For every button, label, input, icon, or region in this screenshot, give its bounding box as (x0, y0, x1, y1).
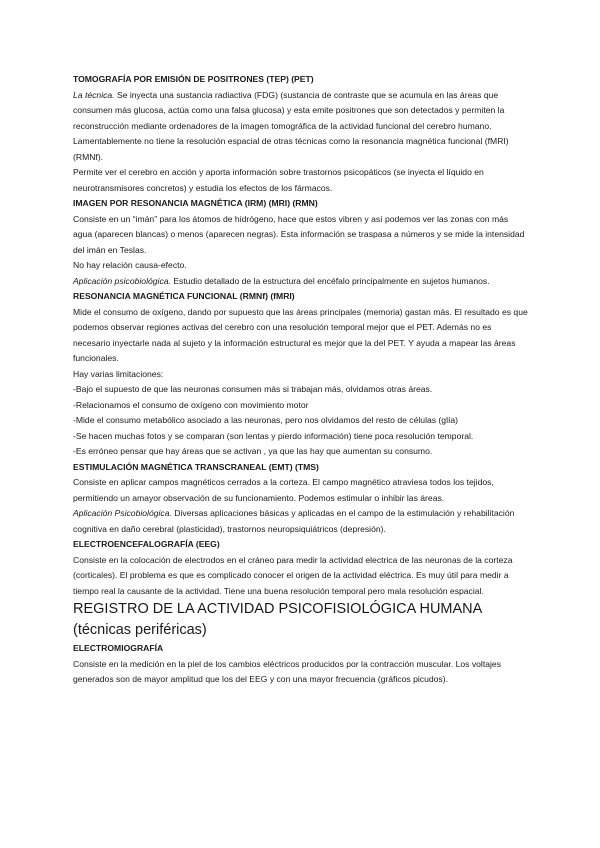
fmri-paragraph: Mide el consumo de oxígeno, dando por supuesto que las áreas principales (memoria) gastan más. El resultado es que podemos observar regiones activas del cerebro con una resolución temporal mejor que el PET. Además no es necesario inyectarle nada al sujeto y la información estructural es mejor que la del PET. Y ayuda a mapear las áreas funcionales. (73, 306, 528, 363)
mri-application (73, 274, 529, 290)
tms-heading: ESTIMULACIÓN MAGNÉTICA TRANSCRANEAL (EMT) (TMS) (73, 461, 319, 472)
pet-heading: TOMOGRAFÍA POR EMISIÓN DE POSITRONES (TEP) (PET) (73, 74, 314, 84)
tms-application-text: Diversas aplicaciones básicas y aplicadas en el campo de la estimulación y rehabilitación cognitiva en daño cerebral (plasticidad), trastornos neuropsiquiátricos (depresión). (73, 508, 515, 534)
fmri-limitation-5: -Es erróneo pensar que hay áreas que se activan , ya que las hay que aumentan su consumo. (73, 446, 433, 456)
mri-heading: IMAGEN POR RESONANCIA MAGNÉTICA (IRM) (MRI) (RMN) (73, 198, 318, 208)
mri-paragraph-2: No hay relación causa-efecto. (73, 260, 187, 270)
fmri-limitation-3: -Mide el consumo metabólico asociado a las neuronas, pero nos olvidamos del resto de células (glía) (73, 415, 459, 425)
emg-paragraph: Consiste en la medición en la piel de los cambios eléctricos producidos por la contracción muscular. Los voltajes generados son de mayor amplitud que los del EEG y con una mayor frecuencia (gráficos picudos). (73, 658, 501, 684)
section-title: REGISTRO DE LA ACTIVIDAD PSICOFISIOLÓGICA HUMANA (técnicas periféricas) (73, 601, 482, 638)
tms-application (73, 506, 529, 537)
fmri-limitation-1: -Bajo el supuesto de que las neuronas consumen más si trabajan más, olvidamos otras áreas. (73, 384, 433, 394)
tms-paragraph: Consiste en aplicar campos magnéticos cerrados a la corteza. El campo magnético atraviesa todos los tejidos, permitiendo un amayor observación de su funcionamiento. Podemos estimular o inhibir las áreas. (73, 477, 494, 503)
pet-technique-text: Se inyecta una sustancia radiactiva (FDG) (sustancia de contraste que se acumula en las áreas que consumen más glucosa, actúa como una falsa glucosa) y esta emite positrones que son detectados y permiten la reconstrucción mediante ordenadores de la imagen tomográfica de la actividad funcional del cerebro humano. Lamentablemente no tiene la resolución espacial de otras técnicas como la resonancia magnética funcional (fMRI) (RMNf). (73, 89, 509, 162)
tms-application-label: Aplicación Psicobiológica. (73, 508, 172, 518)
pet-technique-label: La técnica. (73, 89, 115, 100)
pet-paragraph (73, 88, 529, 166)
document-page (73, 72, 529, 688)
fmri-heading: RESONANCIA MAGNÉTICA FUNCIONAL (RMNf) (fMRI) (73, 291, 295, 301)
eeg-paragraph: Consiste en la colocación de electrodos en el cráneo para medir la actividad electrica de las neuronas de la corteza (corticales). El problema es que es complicado conocer el origen de la actividad eléctrica. Es muy útil para medir a tiempo real la causante de la actividad. Tiene una buena resolución temporal pero mala resolución espacial. (73, 554, 513, 596)
eeg-heading: ELECTROENCEFALOGRAFÍA (EEG) (73, 539, 220, 549)
mri-paragraph: Consiste en un “imán” para los átomos de hidrógeno, hace que estos vibren y así podemos ver las zonas con más agua (aparecen blancas) o menos (aparecen negras). Esta información se traspasa a números y se mide la intensidad del imán en Teslas. (73, 213, 525, 255)
fmri-limitation-2: -Relacionamos el consumo de oxígeno con movimiento motor (73, 399, 309, 410)
fmri-limitations-intro: Hay varias limitaciones: (73, 368, 164, 379)
mri-application-text: Estudio detallado de la estructura del encéfalo principalmente en sujetos humanos. (170, 275, 490, 286)
emg-heading: ELECTROMIOGRAFÍA (73, 643, 164, 653)
mri-application-label: Aplicación psicobiológica. (73, 275, 171, 286)
fmri-limitation-4: -Se hacen muchas fotos y se comparan (son lentas y pierdo información) tiene poca resolución temporal. (73, 430, 474, 441)
pet-paragraph-2: Permite ver el cerebro en acción y aporta información sobre trastornos psicopáticos (se inyecta el líquido en neurotransmisores concretos) y estudia los efectos de los fármacos. (73, 167, 484, 193)
